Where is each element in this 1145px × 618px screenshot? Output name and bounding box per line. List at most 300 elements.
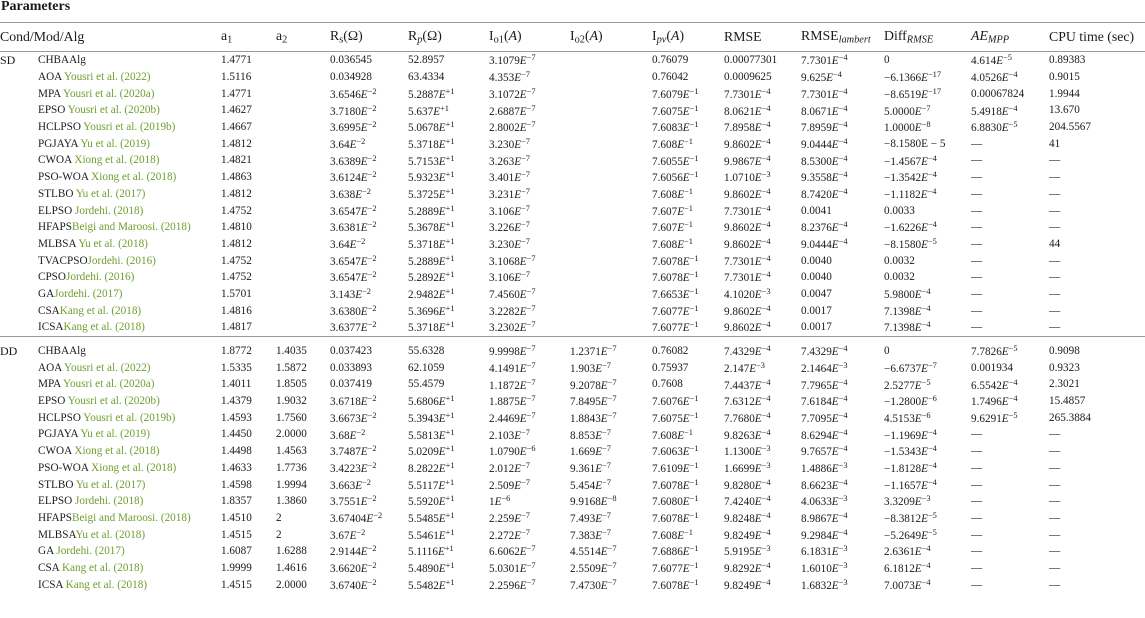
cell-ae-mpp: — <box>971 561 983 574</box>
cell-a2 <box>276 186 330 203</box>
cell-diff-rmse: $-8.3812E^{-5}$ <box>884 511 937 525</box>
cell-rp: $5.5485E^{+1}$ <box>408 511 455 525</box>
cell-diff-rmse: $-1.4567E^{-4}$ <box>884 153 937 168</box>
col-header-diff-rmse: Diff$_{RMSE}$ <box>884 28 934 46</box>
cell-cpu-time: 41 <box>1049 137 1061 150</box>
cond-cell <box>0 102 38 119</box>
cell-ipv: 0.76042 <box>652 71 689 84</box>
cell-a1: 1.4821 <box>221 154 252 167</box>
cell-diff-rmse: $7.0073E^{-4}$ <box>884 577 931 592</box>
cell-io1: $2.4469E^{-7}$ <box>489 410 536 425</box>
cell-rmse: $7.7680E^{-4}$ <box>724 410 771 425</box>
cell-diff-rmse: 0.0032 <box>884 254 915 267</box>
cell-io2: $4.5514E^{-7}$ <box>570 544 617 559</box>
cell-a1: 1.4817 <box>221 321 252 334</box>
cell-io1: $2.272E^{-7}$ <box>489 527 530 542</box>
cell-io1: $2.259E^{-7}$ <box>489 511 530 525</box>
cell-diff-rmse: $3.3209E^{-3}$ <box>884 494 931 509</box>
citation-link[interactable]: Jordehi. (2017) <box>54 287 123 300</box>
cell-ipv: 0.75937 <box>652 361 689 374</box>
algorithm-name: CHBAAlg <box>38 345 86 358</box>
cell-rp: 63.4334 <box>408 71 445 84</box>
cell-rmse-lambert: 0.0017 <box>801 304 832 317</box>
algorithm-cell <box>38 52 221 69</box>
cell-io2 <box>570 169 652 186</box>
cell-rp: $5.2887E^{+1}$ <box>408 86 455 101</box>
citation-link[interactable]: Yu et al. (2017) <box>75 478 146 491</box>
cell-diff-rmse: $-1.1182E^{-4}$ <box>884 186 937 201</box>
cell-rmse-lambert: $7.6184E^{-4}$ <box>801 394 848 408</box>
col-header-rmse-lambert: $RMSE_{lambert}$ <box>801 28 871 46</box>
citation-link[interactable]: Xiong et al. (2018) <box>91 461 177 474</box>
cell-ipv: $7.6077E^{-1}$ <box>652 320 699 335</box>
citation-link[interactable]: Xiong et al. (2018) <box>74 445 160 458</box>
cell-rp: $5.3678E^{+1}$ <box>408 220 455 235</box>
cell-a1: 1.4752 <box>221 204 252 217</box>
citation-link[interactable]: Jordehi. (2018) <box>75 204 144 217</box>
cell-ae-mpp: 0.00067824 <box>971 87 1025 100</box>
cell-cpu-time: — <box>1049 154 1061 167</box>
cell-ae-mpp: $6.8830E^{-5}$ <box>971 120 1018 134</box>
cell-rp: $5.5920E^{+1}$ <box>408 494 455 509</box>
cell-ipv: $7.608E^{-1}$ <box>652 427 693 442</box>
citation-link[interactable]: Jordehi. (2018) <box>75 495 144 508</box>
citation-link[interactable]: Beigi and Maroosi. (2018) <box>72 221 191 234</box>
cell-ipv: $7.6078E^{-1}$ <box>652 511 699 525</box>
cell-rs: $3.6381E^{-2}$ <box>330 220 377 235</box>
cell-rmse-lambert: 0.0040 <box>801 254 832 267</box>
cell-rs: $3.7180E^{-2}$ <box>330 103 377 118</box>
citation-link[interactable]: Yousri et al. (2022) <box>64 361 151 374</box>
cell-diff-rmse: −8.1580E − 5 <box>884 137 946 150</box>
algorithm-cell <box>38 135 221 152</box>
cell-a2: 1.8505 <box>276 378 307 391</box>
algorithm-cell <box>38 493 221 510</box>
cond-cell <box>0 543 38 560</box>
cell-a1: 1.4771 <box>221 54 252 67</box>
cond-cell <box>0 202 38 219</box>
cell-rmse: $7.6312E^{-4}$ <box>724 394 771 408</box>
algorithm-cell <box>38 526 221 543</box>
table-row <box>0 343 1145 360</box>
cell-a2 <box>276 219 330 236</box>
algorithm-name: MLBSA <box>38 237 79 250</box>
cell-rmse-lambert: 0.0017 <box>801 321 832 334</box>
cell-rs: $3.4223E^{-2}$ <box>330 460 377 475</box>
cell-ipv: $7.607E^{-1}$ <box>652 203 693 218</box>
algorithm-name: PGJAYA <box>38 428 81 441</box>
cell-a2: 1.6288 <box>276 545 307 558</box>
table-row <box>0 119 1145 136</box>
table-row <box>0 202 1145 219</box>
table-row <box>0 476 1145 493</box>
cell-rmse-lambert: $8.0671E^{-4}$ <box>801 103 848 118</box>
cell-rs: $3.67404E^{-2}$ <box>330 511 383 525</box>
cell-diff-rmse: $5.0000E^{-7}$ <box>884 103 931 118</box>
cell-io1: $3.230E^{-7}$ <box>489 237 530 251</box>
citation-link[interactable]: Yousri et al. (2020a) <box>62 378 155 391</box>
cell-rp: $5.3725E^{+1}$ <box>408 186 455 201</box>
algorithm-name: MPA <box>38 87 63 100</box>
cell-io2: $1.8843E^{-7}$ <box>570 410 617 425</box>
table-row <box>0 236 1145 253</box>
table-row <box>0 393 1145 410</box>
cell-cpu-time: — <box>1049 271 1061 284</box>
citation-link[interactable]: Kang et al. (2018) <box>59 304 142 317</box>
table-row <box>0 102 1145 119</box>
cond-cell <box>0 560 38 577</box>
cell-ae-mpp: — <box>971 254 983 267</box>
cell-a1: 1.4810 <box>221 221 252 234</box>
cell-diff-rmse: $4.5153E^{-6}$ <box>884 410 931 425</box>
citation-link[interactable]: Yousri et al. (2020b) <box>67 395 160 408</box>
cell-rmse-lambert: 0.0041 <box>801 204 832 217</box>
cell-ipv: $7.6063E^{-1}$ <box>652 444 699 459</box>
cond-cell <box>0 443 38 460</box>
cell-a2 <box>276 52 330 69</box>
algorithm-name: HCLPSO <box>38 411 84 424</box>
citation-link[interactable]: Yousri et al. (2019b) <box>83 411 176 424</box>
col-header-rs: $R_s(\Omega)$ <box>330 28 363 46</box>
cell-io2 <box>570 85 652 102</box>
cell-rs: $3.6547E^{-2}$ <box>330 253 377 268</box>
cell-ipv: $7.608E^{-1}$ <box>652 186 693 201</box>
cell-rp: $5.3943E^{+1}$ <box>408 410 455 425</box>
cell-ae-mpp: — <box>971 478 983 491</box>
cond-cell <box>0 252 38 269</box>
cell-io2: $8.853E^{-7}$ <box>570 427 611 442</box>
cell-rmse: $1.1300E^{-3}$ <box>724 444 771 459</box>
algorithm-cell <box>38 393 221 410</box>
table-row <box>0 186 1145 203</box>
cell-rmse-lambert: $1.6832E^{-3}$ <box>801 577 848 592</box>
cell-rmse: $9.8602E^{-4}$ <box>724 237 771 251</box>
algorithm-name: GA <box>38 545 57 558</box>
table-row <box>0 359 1145 376</box>
cell-a2: 2.0000 <box>276 578 307 591</box>
cell-ipv: $7.6078E^{-1}$ <box>652 577 699 592</box>
cell-io1: $1.0790E^{-6}$ <box>489 444 536 459</box>
algorithm-name: CWOA <box>38 445 75 458</box>
algorithm-cell <box>38 510 221 527</box>
cell-diff-rmse: $-5.2649E^{-5}$ <box>884 527 937 542</box>
table-row <box>0 560 1145 577</box>
algorithm-name: HFAPS <box>38 221 72 234</box>
cell-rmse: 0.00077301 <box>724 54 778 67</box>
algorithm-name: AOA <box>38 361 65 374</box>
cond-cell <box>0 476 38 493</box>
cell-cpu-time: — <box>1049 528 1061 541</box>
cell-ae-mpp: — <box>971 528 983 541</box>
cond-cell <box>0 169 38 186</box>
cell-cpu-time: — <box>1049 561 1061 574</box>
cell-rs: $3.143E^{-2}$ <box>330 287 371 301</box>
cell-cpu-time: — <box>1049 321 1061 334</box>
cell-io1: $3.2282E^{-7}$ <box>489 303 536 318</box>
table-row <box>0 52 1145 69</box>
table-row <box>0 286 1145 303</box>
cell-ipv: $7.6077E^{-1}$ <box>652 561 699 575</box>
cell-ae-mpp: — <box>971 171 983 184</box>
cell-cpu-time: — <box>1049 461 1061 474</box>
citation-link[interactable]: Yu et al. (2018) <box>78 237 148 250</box>
algorithm-cell <box>38 152 221 169</box>
cell-io1: $3.263E^{-7}$ <box>489 153 530 168</box>
cell-rs: $3.6740E^{-2}$ <box>330 577 377 592</box>
cell-a1: 1.5701 <box>221 287 252 300</box>
cell-io1: $3.230E^{-7}$ <box>489 136 530 151</box>
cell-rmse: $9.8292E^{-4}$ <box>724 561 771 575</box>
cell-rs: 0.037423 <box>330 345 372 358</box>
cell-cpu-time: — <box>1049 578 1061 591</box>
citation-link[interactable]: Xiong et al. (2018) <box>74 154 160 167</box>
table-row <box>0 152 1145 169</box>
col-header-io1: $I_{o1}(A)$ <box>489 28 522 46</box>
cell-rmse-lambert: $7.7965E^{-4}$ <box>801 377 848 392</box>
cell-ae-mpp: — <box>971 445 983 458</box>
algorithm-cell <box>38 169 221 186</box>
cell-ae-mpp: — <box>971 187 983 200</box>
cell-diff-rmse: $5.9800E^{-4}$ <box>884 287 931 301</box>
citation-link[interactable]: Kang et al. (2018) <box>61 561 144 574</box>
cell-cpu-time: — <box>1049 428 1061 441</box>
citation-link[interactable]: Jordehi. (2017) <box>56 545 125 558</box>
col-header-rmse: RMSE <box>724 29 762 44</box>
cell-ae-mpp: — <box>971 304 983 317</box>
cond-cell <box>0 393 38 410</box>
cell-rp: $5.3718E^{+1}$ <box>408 237 455 251</box>
cell-io2: $7.383E^{-7}$ <box>570 527 611 542</box>
cell-rmse-lambert: $8.9867E^{-4}$ <box>801 511 848 525</box>
cell-rmse: $7.7301E^{-4}$ <box>724 86 771 101</box>
cell-ae-mpp: $1.7496E^{-4}$ <box>971 394 1018 408</box>
cell-diff-rmse: 0.0033 <box>884 204 915 217</box>
cell-rmse: $7.4437E^{-4}$ <box>724 377 771 392</box>
cell-ipv: $7.6075E^{-1}$ <box>652 410 699 425</box>
cell-a2 <box>276 236 330 253</box>
cond-cell <box>0 119 38 136</box>
cell-rs: $3.6377E^{-2}$ <box>330 320 377 335</box>
cond-cell <box>0 236 38 253</box>
citation-link[interactable]: Kang et al. (2018) <box>63 321 145 334</box>
cond-cell <box>0 85 38 102</box>
cell-rp: $5.637E^{+1}$ <box>408 103 449 118</box>
cell-rs: $3.6620E^{-2}$ <box>330 561 377 575</box>
cell-a2 <box>276 69 330 86</box>
citation-link[interactable]: Yu et al. (2019) <box>80 428 150 441</box>
cell-io2: $9.9168E^{-8}$ <box>570 494 617 509</box>
cell-ae-mpp: $4.0526E^{-4}$ <box>971 70 1018 84</box>
cell-cpu-time: — <box>1049 221 1061 234</box>
cell-diff-rmse: $7.1398E^{-4}$ <box>884 320 931 335</box>
cell-ae-mpp: — <box>971 545 983 558</box>
cell-rmse: $9.8249E^{-4}$ <box>724 527 771 542</box>
citation-link[interactable]: Yousri et al. (2019b) <box>83 121 176 134</box>
algorithm-name: STLBO <box>38 187 76 200</box>
cell-rmse-lambert: $2.1464E^{-3}$ <box>801 360 848 375</box>
citation-link[interactable]: Beigi and Maroosi. (2018) <box>72 511 191 524</box>
cell-rmse-lambert: $8.2376E^{-4}$ <box>801 220 848 235</box>
cell-io1: $2.2596E^{-7}$ <box>489 577 536 592</box>
cell-a1: 1.8357 <box>221 495 252 508</box>
cond-cell <box>0 376 38 393</box>
cell-diff-rmse: 0.0032 <box>884 271 915 284</box>
cell-cpu-time: — <box>1049 495 1061 508</box>
cond-cell <box>0 426 38 443</box>
cell-ae-mpp: — <box>971 495 983 508</box>
cell-a2: 1.7560 <box>276 411 307 424</box>
citation-link[interactable]: Xiong et al. (2018) <box>91 171 177 184</box>
citation-link[interactable]: Jordehi. (2016) <box>87 254 156 267</box>
cond-cell <box>0 269 38 286</box>
col-header-a1: $a_1$ <box>221 28 233 46</box>
cell-rp: $5.4890E^{+1}$ <box>408 561 455 575</box>
cell-io2 <box>570 135 652 152</box>
cell-io2: $7.493E^{-7}$ <box>570 511 611 525</box>
cell-rp: $5.2892E^{+1}$ <box>408 270 455 285</box>
cell-ae-mpp: — <box>971 271 983 284</box>
cell-io1: $1E^{-6}$ <box>489 494 511 509</box>
algorithm-name: MPA <box>38 378 63 391</box>
algorithm-cell <box>38 543 221 560</box>
cell-rmse-lambert: $7.8959E^{-4}$ <box>801 120 848 134</box>
cell-ae-mpp: — <box>971 287 983 300</box>
cell-diff-rmse: $-1.3542E^{-4}$ <box>884 170 937 185</box>
table-row <box>0 426 1145 443</box>
cell-ipv: $7.608E^{-1}$ <box>652 136 693 151</box>
cell-rmse-lambert: 0.0040 <box>801 271 832 284</box>
algorithm-name: EPSO <box>38 395 68 408</box>
cell-rs: $3.6124E^{-2}$ <box>330 170 377 185</box>
cell-io1: $1.8875E^{-7}$ <box>489 394 536 408</box>
algorithm-cell <box>38 119 221 136</box>
cell-a1: 1.4633 <box>221 461 252 474</box>
cell-rmse: $9.8602E^{-4}$ <box>724 136 771 151</box>
cell-a1: 1.4816 <box>221 304 252 317</box>
cell-rmse: $7.7301E^{-4}$ <box>724 270 771 285</box>
table-row <box>0 510 1145 527</box>
cell-a1: 1.4627 <box>221 104 252 117</box>
algorithm-cell <box>38 85 221 102</box>
citation-link[interactable]: Kang et al. (2018) <box>65 578 148 591</box>
citation-link[interactable]: Yu et al. (2018) <box>75 528 146 541</box>
cond-cell: SD <box>0 52 16 67</box>
algorithm-cell <box>38 269 221 286</box>
algorithm-cell <box>38 376 221 393</box>
algorithm-cell <box>38 343 221 360</box>
cell-rmse: $9.8248E^{-4}$ <box>724 511 771 525</box>
cell-a1: 1.8772 <box>221 345 252 358</box>
cell-cpu-time: 1.9944 <box>1049 87 1080 100</box>
cell-rmse-lambert: 0.0047 <box>801 287 832 300</box>
cell-io1: $3.106E^{-7}$ <box>489 270 530 285</box>
table-row <box>0 460 1145 477</box>
cell-io2 <box>570 269 652 286</box>
cell-rmse-lambert: $1.4886E^{-3}$ <box>801 460 848 475</box>
cell-a2 <box>276 102 330 119</box>
cell-io1: $2.103E^{-7}$ <box>489 427 530 442</box>
cell-io2 <box>570 119 652 136</box>
cell-a2 <box>276 202 330 219</box>
cell-rmse: $9.8263E^{-4}$ <box>724 427 771 442</box>
cell-rmse-lambert: $7.7301E^{-4}$ <box>801 86 848 101</box>
cell-a1: 1.4667 <box>221 121 252 134</box>
cell-rp: $5.0678E^{+1}$ <box>408 120 455 134</box>
algorithm-name: HFAPS <box>38 511 72 524</box>
cell-rp: $5.5117E^{+1}$ <box>408 477 455 492</box>
table-row <box>0 252 1145 269</box>
cell-a1: 1.4752 <box>221 254 252 267</box>
cell-rp: $5.2889E^{+1}$ <box>408 203 455 218</box>
col-header-rp: $R_p(\Omega)$ <box>408 28 442 46</box>
cell-a1: 1.4812 <box>221 137 252 150</box>
cell-cpu-time: 204.5567 <box>1049 121 1091 134</box>
cell-diff-rmse: $-1.2800E^{-6}$ <box>884 394 937 408</box>
cell-rs: $3.6718E^{-2}$ <box>330 394 377 408</box>
cell-io1: $7.4560E^{-7}$ <box>489 287 536 301</box>
cond-cell <box>0 526 38 543</box>
citation-link[interactable]: Yousri et al. (2020b) <box>67 104 160 117</box>
cell-ae-mpp: — <box>971 461 983 474</box>
table-title: Parameters <box>1 0 71 14</box>
cell-rp: $5.0209E^{+1}$ <box>408 444 455 459</box>
col-header-ipv: $I_{pv}(A)$ <box>652 28 685 46</box>
cell-ae-mpp: — <box>971 578 983 591</box>
cell-rp: 55.4579 <box>408 378 445 391</box>
table-row <box>0 576 1145 593</box>
cell-a2: 1.9032 <box>276 395 307 408</box>
algorithm-name: ICSA <box>38 321 64 334</box>
table-row <box>0 493 1145 510</box>
cell-rs: $3.6389E^{-2}$ <box>330 153 377 168</box>
citation-link[interactable]: Yu et al. (2019) <box>80 137 150 150</box>
cell-rs: 0.033893 <box>330 361 372 374</box>
citation-link[interactable]: Yousri et al. (2022) <box>64 71 151 84</box>
algorithm-cell <box>38 286 221 303</box>
cell-rs: 0.034928 <box>330 71 372 84</box>
cell-ipv: $7.6886E^{-1}$ <box>652 544 699 559</box>
cell-a2 <box>276 135 330 152</box>
algorithm-name: ELPSO <box>38 204 75 217</box>
cell-rs: $3.64E^{-2}$ <box>330 237 366 251</box>
algorithm-cell <box>38 576 221 593</box>
cell-a2 <box>276 119 330 136</box>
cell-rs: $3.7487E^{-2}$ <box>330 444 377 459</box>
citation-link[interactable]: Jordehi. (2016) <box>66 271 135 284</box>
citation-link[interactable]: Yousri et al. (2020a) <box>62 87 155 100</box>
cell-diff-rmse: $-1.1657E^{-4}$ <box>884 477 937 492</box>
cell-a2: 1.4035 <box>276 345 307 358</box>
cell-io1: $1.1872E^{-7}$ <box>489 377 536 392</box>
cell-rmse: 0.0009625 <box>724 71 772 84</box>
cell-a2 <box>276 169 330 186</box>
citation-link[interactable]: Yu et al. (2017) <box>75 187 146 200</box>
algorithm-name: PSO-WOA <box>38 461 92 474</box>
cell-rs: $3.663E^{-2}$ <box>330 477 371 492</box>
cell-ipv: 0.76079 <box>652 54 689 67</box>
cell-ipv: $7.6078E^{-1}$ <box>652 270 699 285</box>
algorithm-cell <box>38 460 221 477</box>
cond-cell <box>0 576 38 593</box>
cell-a1: 1.4011 <box>221 378 252 391</box>
cell-rmse: $5.9195E^{-3}$ <box>724 544 771 559</box>
cell-io2 <box>570 202 652 219</box>
cell-rs: $3.6546E^{-2}$ <box>330 86 377 101</box>
table-row <box>0 69 1145 86</box>
cell-rs: 0.037419 <box>330 378 372 391</box>
cell-ae-mpp: — <box>971 221 983 234</box>
cell-rmse: $9.8602E^{-4}$ <box>724 220 771 235</box>
